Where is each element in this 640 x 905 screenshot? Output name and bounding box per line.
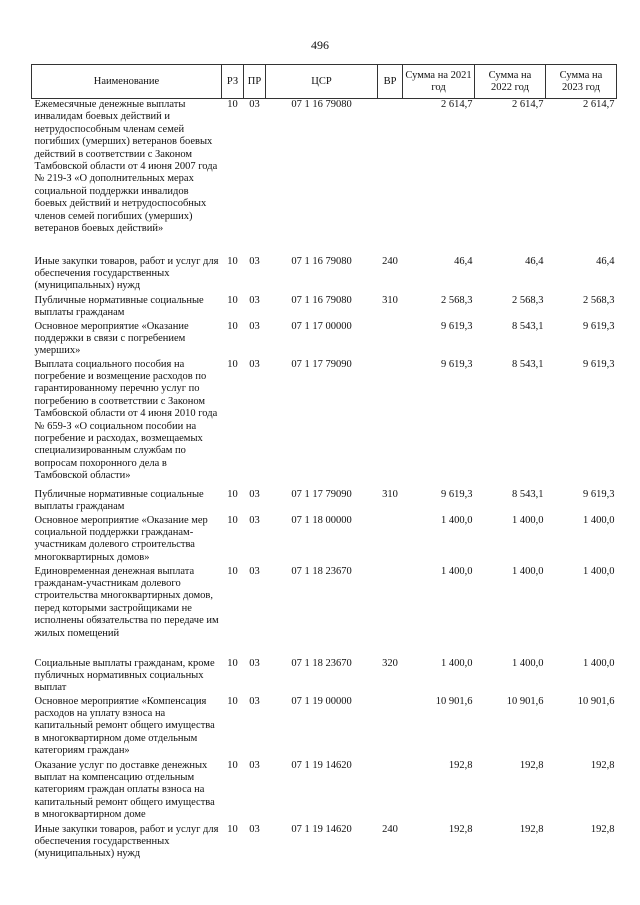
row-name: Оказание услуг по доставке денежных выплат на компенсацию отдельным категориям граждан оплаты взноса на капитальный ремонт общего имущества в многоквартирном доме: [34, 759, 215, 821]
row-sum-2021: 1 400,0: [441, 657, 473, 669]
row-csr: 07 1 18 23670: [291, 657, 352, 669]
row-sum-2023: 192,8: [590, 759, 615, 771]
row-sum-2021: 1 400,0: [441, 514, 473, 526]
row-vr: 310: [382, 294, 398, 306]
row-name: Публичные нормативные социальные выплаты гражданам: [34, 294, 204, 318]
row-sum-2022: 10 901,6: [506, 695, 544, 707]
row-name: Иные закупки товаров, работ и услуг для обеспечения государственных (муниципальных) нужд: [34, 255, 219, 292]
row-vr: [378, 760, 403, 824]
row-csr: 07 1 19 14620: [291, 823, 352, 835]
header-vr: ВР: [378, 65, 403, 99]
row-sum-2023: 192,8: [590, 823, 615, 835]
row-vr: [378, 566, 403, 658]
row-pr: 03: [249, 695, 260, 707]
row-pr: 03: [249, 657, 260, 669]
row-sum-2021: 192,8: [448, 759, 473, 771]
row-sum-2022: 8 543,1: [512, 358, 544, 370]
table-body: [32, 99, 617, 862]
row-rz: 10: [227, 255, 238, 267]
header-pr: ПР: [244, 65, 266, 99]
table-row: [32, 760, 617, 824]
row-sum-2021: 9 619,3: [441, 488, 473, 500]
row-name: Основное мероприятие «Оказание поддержки в связи с погребением умерших»: [34, 320, 189, 357]
row-sum-2022: 1 400,0: [512, 514, 544, 526]
row-pr: 03: [249, 488, 260, 500]
row-sum-2022: 8 543,1: [512, 320, 544, 332]
row-pr: 03: [249, 759, 260, 771]
row-name: Основное мероприятие «Компенсация расходов на уплату взноса на капитальный ремонт общего имущества в многоквартирном доме отдельным категориям граждан»: [34, 695, 215, 757]
row-sum-2022: 8 543,1: [512, 488, 544, 500]
header-rz: РЗ: [222, 65, 244, 99]
row-vr: [378, 696, 403, 760]
row-vr: 310: [382, 488, 398, 500]
row-name: Единовременная денежная выплата гражданам-участникам долевого строительства многоквартирных домов, перед которыми застройщиками не исполнены обязательства по передаче им жилых помещений: [34, 565, 219, 639]
row-csr: 07 1 16 79080: [291, 294, 352, 306]
table-row: [32, 696, 617, 760]
table-row: [32, 489, 617, 515]
row-rz: 10: [227, 514, 238, 526]
row-sum-2021: 9 619,3: [441, 320, 473, 332]
row-sum-2023: 46,4: [596, 255, 615, 267]
row-pr: 03: [249, 514, 260, 526]
row-csr: 07 1 16 79080: [291, 255, 352, 267]
row-sum-2021: 10 901,6: [435, 695, 473, 707]
row-rz: 10: [227, 358, 238, 370]
header-sum-2023: Сумма на 2023 год: [546, 65, 617, 99]
table-header: [32, 65, 617, 99]
row-rz: 10: [227, 488, 238, 500]
row-vr: [378, 359, 403, 489]
row-sum-2021: 192,8: [448, 823, 473, 835]
row-pr: 03: [249, 294, 260, 306]
table-row: [32, 658, 617, 696]
row-name: Ежемесячные денежные выплаты инвалидам боевых действий и нетрудоспособным членам семей погибших (умерших) ветеранов боевых действий в соответствии с Законом Тамбовской области от 4 июня 2007 года № 219-З «О дополнительных мерах социальной поддержки инвалидов боевых действий и нетрудоспособных членов семей погибших (умерших) ветеранов боевых действий»: [34, 99, 218, 235]
row-pr: 03: [249, 565, 260, 577]
row-rz: 10: [227, 565, 238, 577]
row-name: Публичные нормативные социальные выплаты гражданам: [34, 488, 204, 512]
row-sum-2022: 1 400,0: [512, 565, 544, 577]
budget-table: [31, 64, 617, 862]
row-vr: [378, 321, 403, 359]
row-csr: 07 1 17 79090: [291, 488, 352, 500]
row-rz: 10: [227, 99, 238, 110]
row-sum-2022: 192,8: [519, 823, 544, 835]
row-pr: 03: [249, 320, 260, 332]
table-row: [32, 359, 617, 489]
row-sum-2022: 46,4: [525, 255, 544, 267]
row-sum-2023: 2 568,3: [583, 294, 615, 306]
row-vr: 240: [382, 255, 398, 267]
row-pr: 03: [249, 823, 260, 835]
row-rz: 10: [227, 759, 238, 771]
row-rz: 10: [227, 823, 238, 835]
row-sum-2022: 2 614,7: [512, 99, 544, 110]
row-name: Основное мероприятие «Оказание мер социальной поддержки гражданам-участникам долевого строительства многоквартирных домов»: [34, 514, 208, 563]
row-rz: 10: [227, 320, 238, 332]
row-rz: 10: [227, 657, 238, 669]
row-csr: 07 1 16 79080: [291, 99, 352, 110]
row-sum-2023: 1 400,0: [583, 565, 615, 577]
row-csr: 07 1 19 00000: [291, 695, 352, 707]
table-row: [32, 99, 617, 256]
row-sum-2021: 1 400,0: [441, 565, 473, 577]
row-csr: 07 1 19 14620: [291, 759, 352, 771]
table-row: [32, 515, 617, 566]
row-sum-2023: 1 400,0: [583, 514, 615, 526]
row-sum-2022: 2 568,3: [512, 294, 544, 306]
row-csr: 07 1 18 23670: [291, 565, 352, 577]
row-sum-2023: 9 619,3: [583, 488, 615, 500]
row-sum-2023: 10 901,6: [577, 695, 615, 707]
row-rz: 10: [227, 695, 238, 707]
header-csr: ЦСР: [266, 65, 378, 99]
table-row: [32, 256, 617, 295]
row-sum-2022: 192,8: [519, 759, 544, 771]
row-vr: 320: [382, 657, 398, 669]
row-name: Социальные выплаты гражданам, кроме публичных нормативных социальных выплат: [34, 657, 215, 694]
row-sum-2021: 2 614,7: [441, 99, 473, 110]
row-vr: [378, 99, 403, 256]
header-name: Наименование: [32, 65, 222, 99]
row-csr: 07 1 17 79090: [291, 358, 352, 370]
row-sum-2023: 9 619,3: [583, 320, 615, 332]
header-sum-2021: Сумма на 2021 год: [403, 65, 475, 99]
row-sum-2021: 2 568,3: [441, 294, 473, 306]
row-sum-2023: 1 400,0: [583, 657, 615, 669]
row-pr: 03: [249, 255, 260, 267]
row-sum-2023: 9 619,3: [583, 358, 615, 370]
row-csr: 07 1 17 00000: [291, 320, 352, 332]
row-pr: 03: [249, 99, 260, 110]
table-row: [32, 321, 617, 359]
row-sum-2022: 1 400,0: [512, 657, 544, 669]
row-rz: 10: [227, 294, 238, 306]
row-sum-2023: 2 614,7: [583, 99, 615, 110]
header-sum-2022: Сумма на 2022 год: [475, 65, 546, 99]
page-number: 496: [311, 38, 329, 52]
row-sum-2021: 9 619,3: [441, 358, 473, 370]
table-row: [32, 566, 617, 658]
row-vr: [378, 515, 403, 566]
table-row: [32, 295, 617, 321]
table-row: [32, 824, 617, 862]
row-sum-2021: 46,4: [454, 255, 473, 267]
row-name: Иные закупки товаров, работ и услуг для обеспечения государственных (муниципальных) нужд: [34, 823, 219, 860]
row-pr: 03: [249, 358, 260, 370]
row-csr: 07 1 18 00000: [291, 514, 352, 526]
row-vr: 240: [382, 823, 398, 835]
row-name: Выплата социального пособия на погребение и возмещение расходов по гарантированному перечню услуг по погребению в соответствии с Законом Тамбовской области от 4 июня 2010 года № 659-З «О социальном пособии на погребение и расходах, возмещаемых специализированным службам по вопросам похоронного дела в Тамбовской области»: [34, 358, 218, 482]
